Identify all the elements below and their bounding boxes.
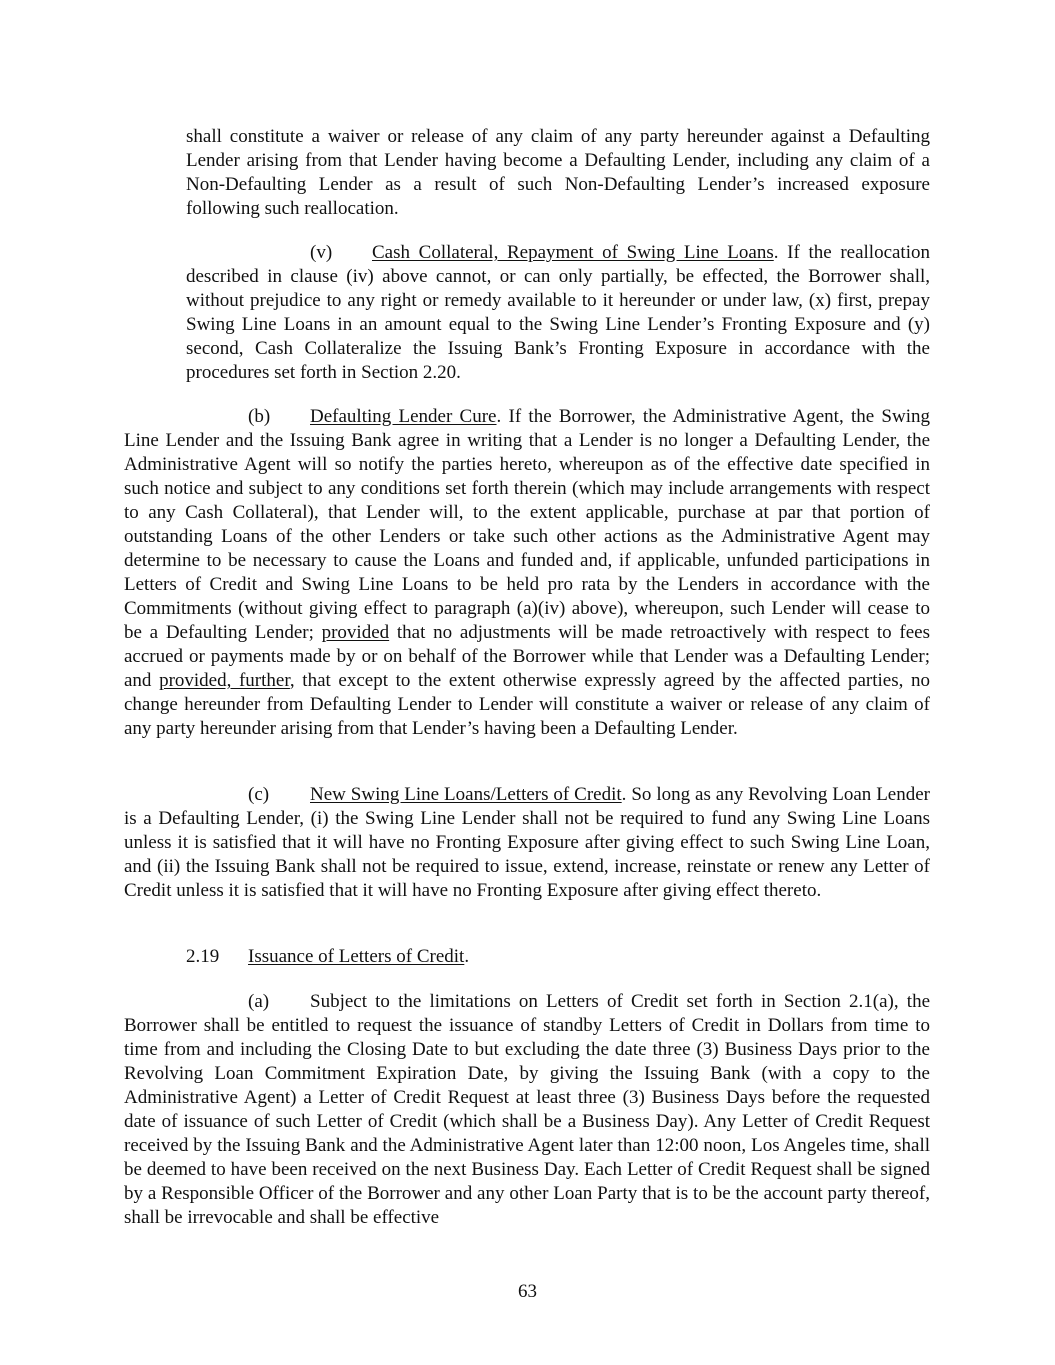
- clause-heading: New Swing Line Loans/Letters of Credit: [310, 784, 622, 805]
- clause-number: (v): [310, 242, 333, 263]
- section-title-suffix: .: [464, 946, 470, 967]
- paragraph-text: Subject to the limitations on Letters of Credit set forth in Section 2.1(a), the Borrower shall be entitled to request the issuance of standby Letters of Credit in Dollars from time to time from and including the Closing Date to but excluding the date three (3) Business Days prior to the Revolving Loan Commitment Expiration Date, by giving the Issuing Bank (with a copy to the Administrative Agent) a Letter of Credit Request at least three (3) Business Days before the requested date of issuance of such Letter of Credit (which shall be a Business Day). Any Letter of Credit Request received by the Issuing Bank and the Administrative Agent later than 12:00 noon, Los Angeles time, shall be deemed to have been received on the next Business Day. Each Letter of Credit Request shall be signed by a Responsible Officer of the Borrower and any other Loan Party that is to be the account party thereof, shall be irrevocable and shall be effective: [124, 991, 930, 1228]
- paragraph-text: shall constitute a waiver or release of any claim of any party hereunder against a Defaulting Lender arising from that Lender having become a Defaulting Lender, including any claim of a Non-Defaulting Lender as a result of such Non-Defaulting Lender’s increased exposure following such reallocation.: [186, 126, 930, 219]
- clause-number: (b): [248, 406, 271, 427]
- page-number: 63: [518, 1281, 537, 1302]
- paragraph-v-cash-collateral: [186, 241, 930, 385]
- paragraph-text: that no adjustments will be made retroactively with respect to fees accrued or payments made by or on behalf of the Borrower while that Lender was a Defaulting Lender; and: [124, 622, 930, 691]
- provided-term: provided: [321, 622, 390, 643]
- paragraph-text: , that except to the extent otherwise expressly agreed by the affected parties, no change hereunder from Defaulting Lender to Lender will constitute a waiver or release of any claim of any party hereunder arising from that Lender’s having been a Defaulting Lender.: [124, 670, 930, 739]
- paragraph-waiver-continuation: [186, 125, 930, 221]
- provided-further-term: provided, further: [159, 670, 290, 691]
- clause-number: (c): [248, 784, 270, 805]
- section-heading-2-19: [124, 945, 930, 969]
- paragraph-text: . So long as any Revolving Loan Lender is a Defaulting Lender, (i) the Swing Line Lender shall not be required to fund any Swing Line Loans unless it is satisfied that it will have no Fronting Exposure after giving effect to such Swing Line Loan, and (ii) the Issuing Bank shall not be required to issue, extend, increase, reinstate or renew any Letter of Credit unless it is satisfied that it will have no Fronting Exposure after giving effect thereto.: [124, 784, 931, 901]
- paragraph-a-letter-of-credit-request: [124, 990, 930, 1230]
- paragraph-c-new-swing-line-loans: [124, 783, 930, 903]
- clause-heading: Cash Collateral, Repayment of Swing Line Loans: [372, 242, 774, 263]
- clause-heading: Defaulting Lender Cure: [310, 406, 497, 427]
- paragraph-text: . If the Borrower, the Administrative Agent, the Swing Line Lender and the Issuing Bank agree in writing that a Lender is no longer a Defaulting Lender, the Administrative Agent will so notify the parties hereto, whereupon as of the effective date specified in such notice and subject to any conditions set forth therein (which may include arrangements with respect to any Cash Collateral), that Lender will, to the extent applicable, purchase at par that portion of outstanding Loans of the other Lenders or take such other actions as the Administrative Agent may determine to be necessary to cause the Loans and funded and, if applicable, unfunded participations in Letters of Credit and Swing Line Loans to be held pro rata by the Lenders in accordance with the Commitments (without giving effect to paragraph (a)(iv) above), whereupon, such Lender will cease to be a Defaulting Lender;: [124, 406, 930, 643]
- paragraph-text: . If the reallocation described in clause (iv) above cannot, or can only partially, be effected, the Borrower shall, without prejudice to any right or remedy available to it hereunder or under law, (x) first, prepay Swing Line Loans in an amount equal to the Swing Line Lender’s Fronting Exposure and (y) second, Cash Collateralize the Issuing Bank’s Fronting Exposure in accordance with the procedures set forth in Section 2.20.: [186, 242, 930, 383]
- section-title: Issuance of Letters of Credit: [248, 946, 465, 967]
- section-number: 2.19: [186, 946, 220, 967]
- clause-number: (a): [248, 991, 270, 1012]
- paragraph-b-defaulting-lender-cure: [124, 405, 930, 741]
